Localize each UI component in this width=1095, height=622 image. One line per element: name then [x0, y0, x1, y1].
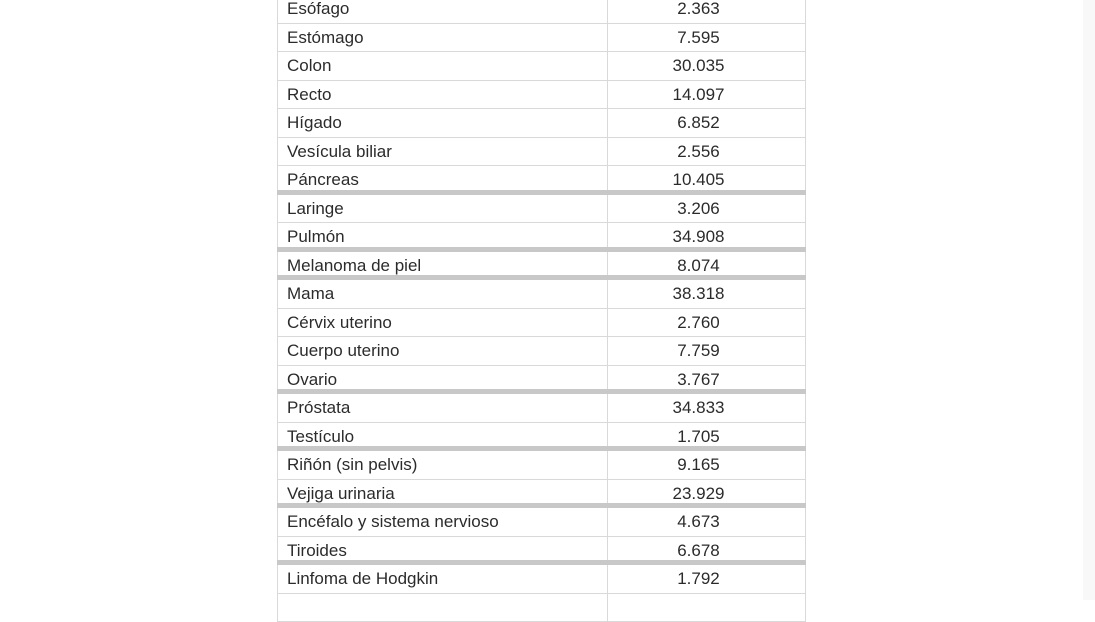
cancer-site-cell: Laringe	[277, 195, 608, 223]
cancer-site-cell: Próstata	[277, 394, 608, 422]
table-row	[277, 594, 806, 622]
table-row	[277, 166, 806, 195]
cancer-site-cell: Tiroides	[277, 537, 608, 561]
cancer-site-cell: Hígado	[277, 109, 608, 137]
table-row	[277, 423, 806, 452]
table-row	[277, 451, 806, 480]
case-count-cell: 8.074	[608, 252, 806, 276]
case-count-cell: 23.929	[608, 480, 806, 504]
cancer-site-cell: Vesícula biliar	[277, 138, 608, 166]
cancer-site-cell: Colon	[277, 52, 608, 80]
case-count-cell: 1.792	[608, 565, 806, 593]
cancer-site-cell: Pulmón	[277, 223, 608, 247]
case-count-cell: 34.908	[608, 223, 806, 247]
case-count-cell: 3.767	[608, 366, 806, 390]
cancer-site-cell: Mama	[277, 280, 608, 308]
cancer-site-cell: Páncreas	[277, 166, 608, 190]
incidence-table	[277, 0, 806, 622]
table-row	[277, 195, 806, 224]
table-row	[277, 565, 806, 594]
case-count-cell: 9.165	[608, 451, 806, 479]
table-row	[277, 0, 806, 24]
case-count-cell: 6.678	[608, 537, 806, 561]
case-count-cell: 2.363	[608, 0, 806, 23]
page-edge	[1083, 0, 1095, 600]
cancer-site-cell: Testículo	[277, 423, 608, 447]
cancer-site-cell: Encéfalo y sistema nervioso	[277, 508, 608, 536]
table-row	[277, 24, 806, 53]
table-row	[277, 138, 806, 167]
cancer-site-cell: Riñón (sin pelvis)	[277, 451, 608, 479]
table-row	[277, 280, 806, 309]
cancer-site-cell: Vejiga urinaria	[277, 480, 608, 504]
cancer-site-cell: Melanoma de piel	[277, 252, 608, 276]
case-count-cell: 2.556	[608, 138, 806, 166]
case-count-cell: 3.206	[608, 195, 806, 223]
table-row	[277, 394, 806, 423]
cancer-site-cell: Linfoma de Hodgkin	[277, 565, 608, 593]
table-row	[277, 480, 806, 509]
table-row	[277, 81, 806, 110]
cancer-site-cell: Recto	[277, 81, 608, 109]
case-count-cell: 38.318	[608, 280, 806, 308]
case-count-cell: 10.405	[608, 166, 806, 190]
table-row	[277, 508, 806, 537]
case-count-cell	[608, 594, 806, 622]
case-count-cell: 1.705	[608, 423, 806, 447]
table-row	[277, 309, 806, 338]
cancer-site-cell: Cuerpo uterino	[277, 337, 608, 365]
case-count-cell: 7.595	[608, 24, 806, 52]
cancer-site-cell: Esófago	[277, 0, 608, 23]
table-row	[277, 109, 806, 138]
cancer-site-cell	[277, 594, 608, 622]
case-count-cell: 4.673	[608, 508, 806, 536]
cancer-site-cell: Estómago	[277, 24, 608, 52]
case-count-cell: 7.759	[608, 337, 806, 365]
case-count-cell: 34.833	[608, 394, 806, 422]
table-row	[277, 366, 806, 395]
case-count-cell: 2.760	[608, 309, 806, 337]
table-row	[277, 52, 806, 81]
cancer-site-cell: Ovario	[277, 366, 608, 390]
table-row	[277, 223, 806, 252]
table-row	[277, 252, 806, 281]
table-row	[277, 337, 806, 366]
case-count-cell: 30.035	[608, 52, 806, 80]
table-row	[277, 537, 806, 566]
case-count-cell: 6.852	[608, 109, 806, 137]
cancer-site-cell: Cérvix uterino	[277, 309, 608, 337]
case-count-cell: 14.097	[608, 81, 806, 109]
